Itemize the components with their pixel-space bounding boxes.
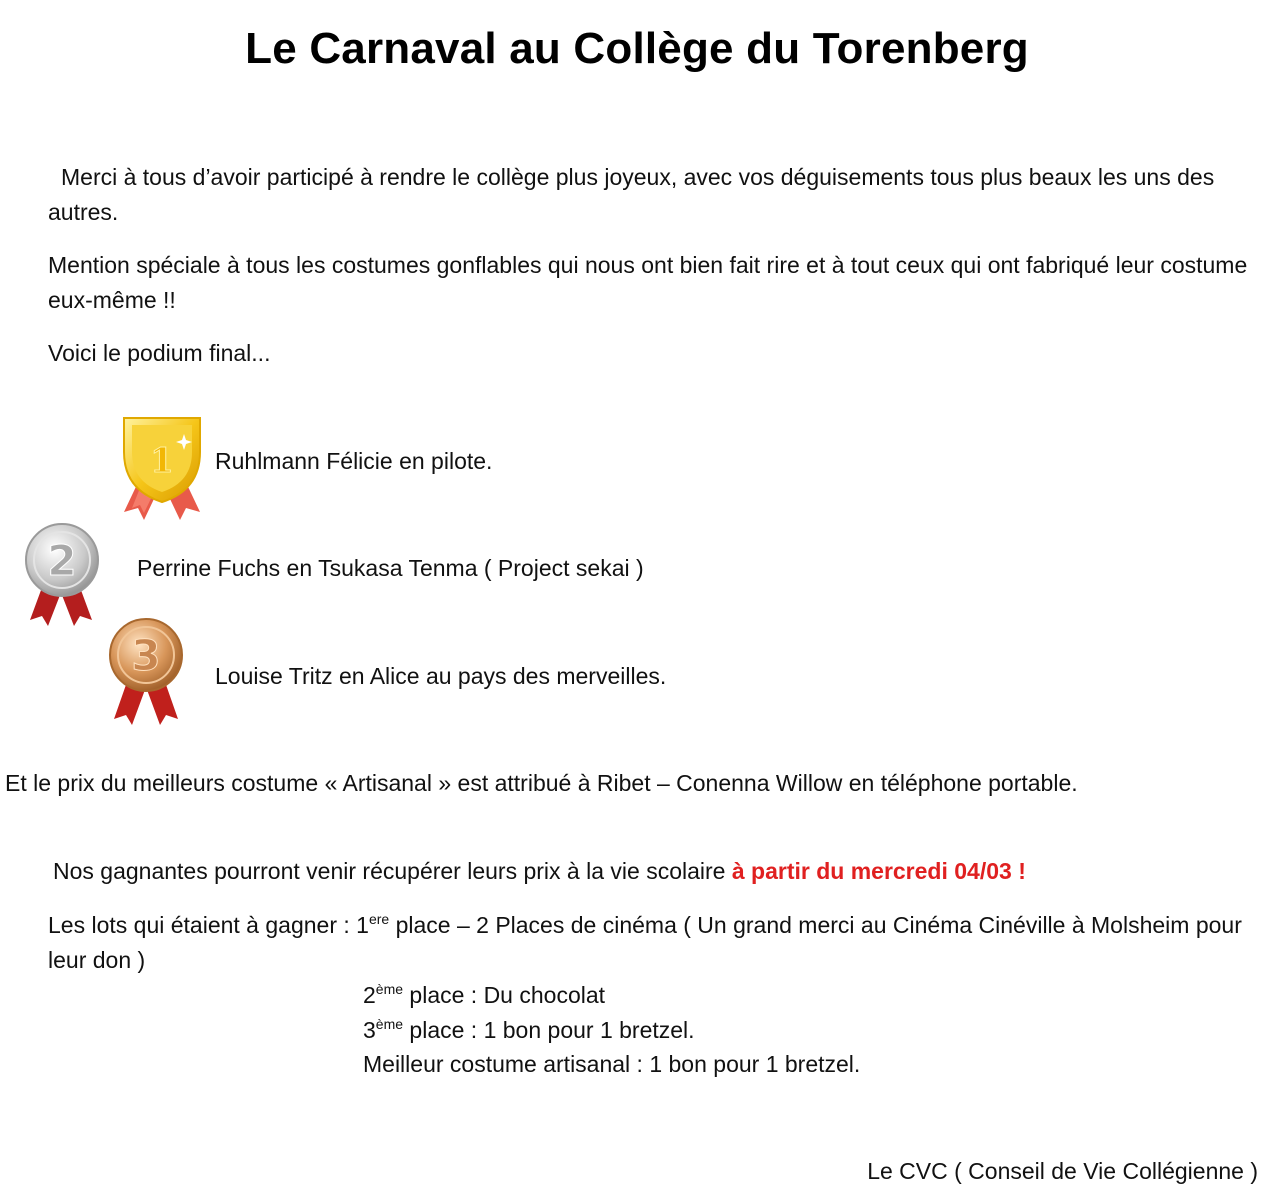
intro-paragraph-mention: Mention spéciale à tous les costumes gonflables qui nous ont bien fait rire et à tout ceux qui ont fabriqué leur costume eux-même !! xyxy=(48,252,1248,313)
prizes-intro: Les lots qui étaient à gagner : 1 xyxy=(48,912,369,938)
medal-number: 3 xyxy=(131,631,161,680)
second-number: 2 xyxy=(363,982,376,1008)
medal-number: 2 xyxy=(47,536,77,585)
bronze-medal-icon xyxy=(100,615,196,725)
second-superscript: ème xyxy=(375,981,404,997)
prize-collection-info: Nos gagnantes pourront venir récupérer leurs prix à la vie scolaire xyxy=(53,858,732,884)
third-superscript: ème xyxy=(375,1016,404,1032)
prize-collection-text xyxy=(53,856,1253,886)
prizes-first xyxy=(48,908,1248,978)
signature: Le CVC ( Conseil de Vie Collégienne ) xyxy=(867,1158,1258,1184)
podium-third-place: Louise Tritz en Alice au pays des merveilles. xyxy=(215,663,667,689)
third-prize-text: place : 1 bon pour 1 bretzel. xyxy=(403,1017,695,1043)
first-superscript: ere xyxy=(368,911,390,927)
medal-number: 1 xyxy=(150,441,174,481)
gold-medal-icon xyxy=(114,412,210,522)
first-prize-text: place – 2 Places de cinéma ( Un grand merci au Cinéma Cinéville à Molsheim pour leur don ) xyxy=(48,912,1242,973)
intro-paragraph-thanks: Merci à tous d’avoir participé à rendre le collège plus joyeux, avec vos déguisements tous plus beaux les uns des autres. xyxy=(48,164,1215,225)
prizes-second xyxy=(363,980,605,1010)
artisanal-prize-text: Et le prix du meilleurs costume « Artisanal » est attribué à Ribet – Conenna Willow en téléphone portable. xyxy=(5,770,1078,796)
silver-medal-icon xyxy=(20,520,116,630)
prizes-third xyxy=(363,1015,695,1045)
prizes-artisanal: Meilleur costume artisanal : 1 bon pour 1 bretzel. xyxy=(363,1051,861,1077)
prize-collection-date: à partir du mercredi 04/03 ! xyxy=(731,858,1026,884)
third-number: 3 xyxy=(363,1017,376,1043)
intro-paragraph-podium: Voici le podium final... xyxy=(48,340,271,366)
podium-first-place: Ruhlmann Félicie en pilote. xyxy=(215,448,493,474)
podium-second-place: Perrine Fuchs en Tsukasa Tenma ( Project sekai ) xyxy=(137,555,644,581)
page-title: Le Carnaval au Collège du Torenberg xyxy=(245,24,1029,73)
second-prize-text: place : Du chocolat xyxy=(403,982,606,1008)
